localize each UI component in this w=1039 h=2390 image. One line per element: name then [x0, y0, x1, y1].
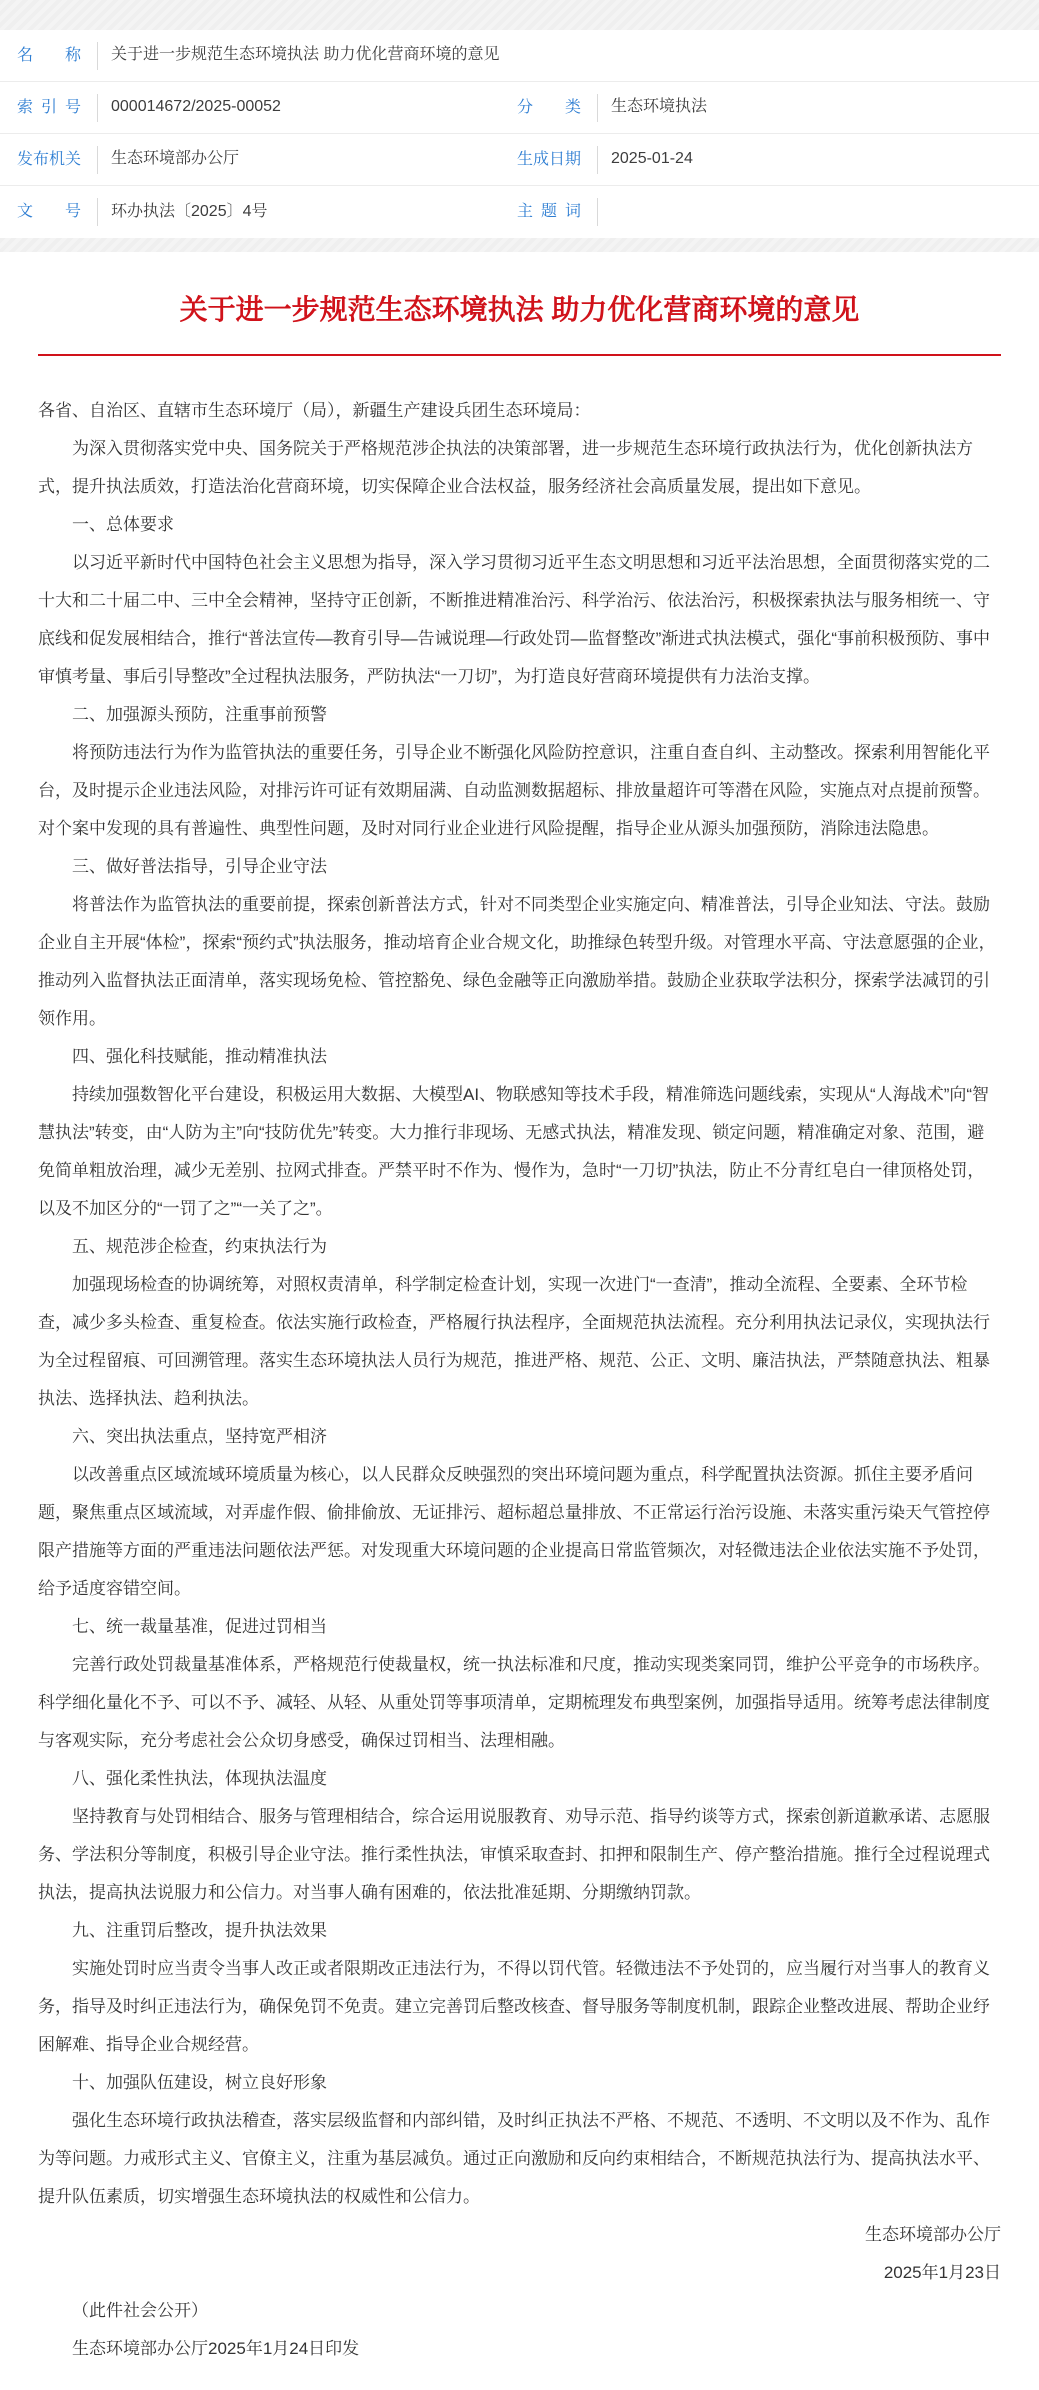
meta-value-index-no: 000014672/2025-00052 [111, 98, 281, 116]
vertical-divider [97, 42, 98, 70]
meta-label-category: 分类 [517, 98, 581, 116]
document-section [0, 252, 1039, 2390]
paragraph: 完善行政处罚裁量基准体系，严格规范行使裁量权，统一执法标准和尺度，推动实现类案同罚，维护公平竞争的市场秩序。科学细化量化不予、可以不予、减轻、从轻、从重处罚等事项清单，定期梳理发布典型案例，加强指导适用。统筹考虑法律制度与客观实际，充分考虑社会公众切身感受，确保过罚相当、法理相融。 [38, 1655, 990, 1750]
meta-value-name: 关于进一步规范生态环境执法 助力优化营商环境的意见 [111, 46, 500, 64]
paragraph: 持续加强数智化平台建设，积极运用大数据、大模型AI、物联感知等技术手段，精准筛选问题线索，实现从“人海战术”向“智慧执法”转变，由“人防为主”向“技防优先”转变。大力推行非现场、无感式执法，精准发现、锁定问题，精准确定对象、范围，避免简单粗放治理，减少无差别、拉网式排查。严禁平时不作为、慢作为，急时“一刀切”执法，防止不分青红皂白一律顶格处罚，以及不加区分的“一罚了之”“一关了之”。 [38, 1085, 990, 1218]
meta-row-doc-no [0, 186, 1039, 238]
paragraph: 二、加强源头预防，注重事前预警 [72, 705, 327, 724]
signature-line: 生态环境部办公厅 [865, 2225, 1001, 2244]
paragraph: 实施处罚时应当责令当事人改正或者限期改正违法行为，不得以罚代管。轻微违法不予处罚的，应当履行对当事人的教育义务，指导及时纠正违法行为，确保免罚不免责。建立完善罚后整改核查、督导服务等制度机制，跟踪企业整改进展、帮助企业纾困解难、指导企业合规经营。 [38, 1959, 990, 2054]
paragraph: 一、总体要求 [72, 515, 174, 534]
paragraph: 将预防违法行为作为监管执法的重要任务，引导企业不断强化风险防控意识，注重自查自纠、主动整改。探索利用智能化平台，及时提示企业违法风险，对排污许可证有效期届满、自动监测数据超标、排放量超许可等潜在风险，实施点对点提前预警。对个案中发现的具有普遍性、典型性问题，及时对同行业企业进行风险提醒，指导企业从源头加强预防，消除违法隐患。 [38, 743, 990, 838]
document-meta-table [0, 30, 1039, 238]
paragraph: 四、强化科技赋能，推动精准执法 [72, 1047, 327, 1066]
paragraph: （此件社会公开） [72, 2301, 208, 2320]
paragraph: 九、注重罚后整改，提升执法效果 [72, 1921, 327, 1940]
vertical-divider [97, 198, 98, 226]
paragraph: 以习近平新时代中国特色社会主义思想为指导，深入学习贯彻习近平生态文明思想和习近平法治思想，全面贯彻落实党的二十大和二十届二中、三中全会精神，坚持守正创新，不断推进精准治污、科学治污、依法治污，积极探索执法与服务相统一、守底线和促发展相结合，推行“普法宣传—教育引导—告诫说理—行政处罚—监督整改”渐进式执法模式，强化“事前积极预防、事中审慎考量、事后引导整改”全过程执法服务，严防执法“一刀切”，为打造良好营商环境提供有力法治支撑。 [38, 553, 990, 686]
meta-row-issuer [0, 134, 1039, 186]
paragraph: 坚持教育与处罚相结合、服务与管理相结合，综合运用说服教育、劝导示范、指导约谈等方式，探索创新道歉承诺、志愿服务、学法积分等制度，积极引导企业守法。推行柔性执法，审慎采取查封、扣押和限制生产、停产整治措施。推行全过程说理式执法，提高执法说服力和公信力。对当事人确有困难的，依法批准延期、分期缴纳罚款。 [38, 1807, 990, 1902]
vertical-divider [97, 146, 98, 174]
meta-label-subject: 主题词 [517, 203, 581, 220]
meta-value-doc-no: 环办执法〔2025〕4号 [111, 202, 268, 220]
paragraph: 十、加强队伍建设，树立良好形象 [72, 2073, 327, 2092]
meta-label-gen-date: 生成日期 [517, 150, 582, 168]
paragraph: 加强现场检查的协调统筹，对照权责清单，科学制定检查计划，实现一次进门“一查清”，推动全流程、全要素、全环节检查，减少多头检查、重复检查。依法实施行政检查，严格履行执法程序，全面规范执法流程。充分利用执法记录仪，实现执法行为全过程留痕、可回溯管理。落实生态环境执法人员行为规范，推进严格、规范、公正、文明、廉洁执法，严禁随意执法、粗暴执法、选择执法、趋利执法。 [38, 1275, 990, 1408]
paragraph: 生态环境部办公厅2025年1月24日印发 [72, 2339, 360, 2358]
vertical-divider [597, 146, 598, 174]
meta-value-category: 生态环境执法 [611, 98, 708, 116]
paragraph: 五、规范涉企检查，约束执法行为 [72, 1237, 327, 1256]
paragraph: 强化生态环境行政执法稽查，落实层级监督和内部纠错，及时纠正执法不严格、不规范、不透明、不文明以及不作为、乱作为等问题。力戒形式主义、官僚主义，注重为基层减负。通过正向激励和反向约束相结合，不断规范执法行为、提高执法水平、提升队伍素质，切实增强生态环境执法的权威性和公信力。 [38, 2111, 990, 2206]
section-separator-band [0, 238, 1039, 252]
page-top-band [0, 0, 1039, 30]
vertical-divider [597, 94, 598, 122]
paragraph: 六、突出执法重点，坚持宽严相济 [72, 1427, 327, 1446]
document-title: 关于进一步规范生态环境执法 助力优化营商环境的意见 [179, 294, 860, 325]
meta-row-name [0, 30, 1039, 82]
paragraph: 七、统一裁量基准，促进过罚相当 [72, 1617, 327, 1636]
paragraph: 为深入贯彻落实党中央、国务院关于严格规范涉企执法的决策部署，进一步规范生态环境行政执法行为，优化创新执法方式，提升执法质效，打造法治化营商环境，切实保障企业合法权益，服务经济社会高质量发展，提出如下意见。 [38, 439, 973, 496]
meta-label-name: 名称 [17, 46, 81, 64]
paragraph: 三、做好普法指导，引导企业守法 [72, 857, 327, 876]
meta-label-index-no: 索引号 [17, 98, 81, 116]
vertical-divider [97, 94, 98, 122]
paragraph: 将普法作为监管执法的重要前提，探索创新普法方式，针对不同类型企业实施定向、精准普法，引导企业知法、守法。鼓励企业自主开展“体检”，探索“预约式”执法服务，推动培育企业合规文化，助推绿色转型升级。对管理水平高、守法意愿强的企业，推动列入监督执法正面清单，落实现场免检、管控豁免、绿色金融等正向激励举措。鼓励企业获取学法积分，探索学法减罚的引领作用。 [38, 895, 996, 1028]
meta-value-gen-date: 2025-01-24 [611, 150, 693, 168]
signature-line: 2025年1月23日 [883, 2263, 1001, 2282]
paragraph: 八、强化柔性执法，体现执法温度 [72, 1769, 327, 1788]
meta-value-issuer: 生态环境部办公厅 [111, 150, 240, 168]
vertical-divider [597, 198, 598, 226]
paragraph: 以改善重点区域流域环境质量为核心，以人民群众反映强烈的突出环境问题为重点，科学配置执法资源。抓住主要矛盾问题，聚焦重点区域流域，对弄虚作假、偷排偷放、无证排污、超标超总量排放、不正常运行治污设施、未落实重污染天气管控停限产措施等方面的严重违法问题依法严惩。对发现重大环境问题的企业提高日常监管频次，对轻微违法企业依法实施不予处罚，给予适度容错空间。 [38, 1465, 990, 1598]
meta-row-index [0, 82, 1039, 134]
paragraph: 各省、自治区、直辖市生态环境厅（局），新疆生产建设兵团生态环境局： [38, 401, 591, 420]
document-body [0, 356, 1039, 2368]
meta-label-doc-no: 文号 [17, 203, 81, 220]
meta-label-issuer: 发布机关 [17, 150, 82, 168]
